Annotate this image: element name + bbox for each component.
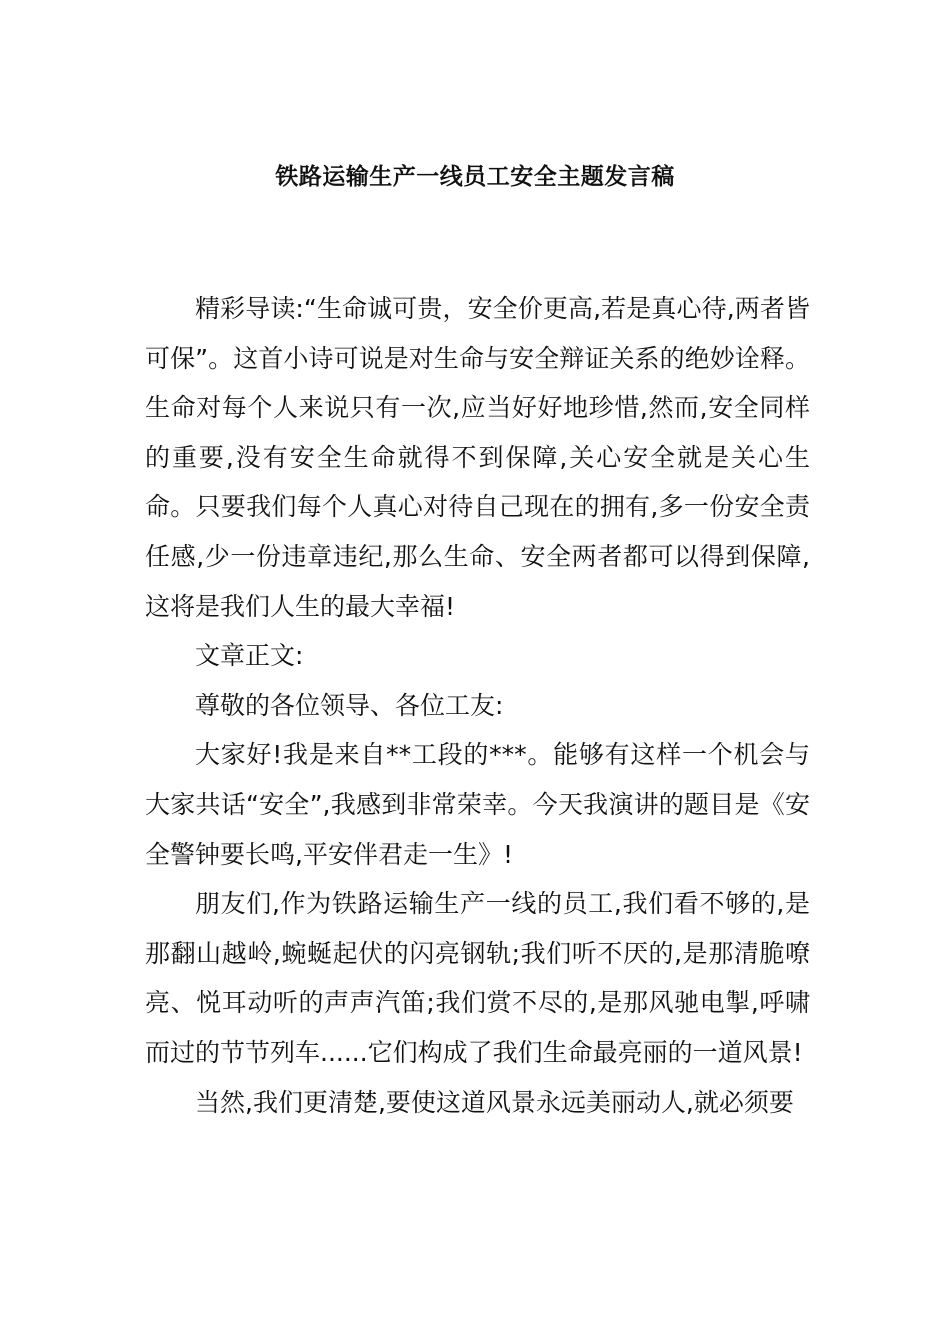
document-body <box>145 284 810 1127</box>
paragraph-intro: 精彩导读:“生命诚可贵，安全价更高,若是真心待,两者皆可保”。这首小诗可说是对生命与安全辩证关系的绝妙诠释。生命对每个人来说只有一次,应当好好地珍惜,然而,安全同样的重要,没有安全生命就得不到保障,关心安全就是关心生命。只要我们每个人真心对待自己现在的拥有,多一份安全责任感,少一份违章违纪,那么生命、安全两者都可以得到保障,这将是我们人生的最大幸福! <box>145 294 810 621</box>
paragraph-scenery: 朋友们,作为铁路运输生产一线的员工,我们看不够的,是那翻山越岭,蜿蜒起伏的闪亮钢轨;我们听不厌的,是那清脆嘹亮、悦耳动听的声声汽笛;我们赏不尽的,是那风驰电掣,呼啸而过的节节列车......它们构成了我们生命最亮丽的一道风景! <box>145 889 810 1067</box>
paragraph-section-label: 文章正文: <box>195 641 304 671</box>
paragraph-continuation: 当然,我们更清楚,要使这道风景永远美丽动人,就必须要 <box>195 1087 794 1117</box>
document-title: 铁路运输生产一线员工安全主题发言稿 <box>275 164 675 190</box>
paragraph-greeting: 大家好!我是来自**工段的***。能够有这样一个机会与大家共话“安全”,我感到非常荣幸。今天我演讲的题目是《安全警钟要长鸣,平安伴君走一生》! <box>145 740 810 869</box>
paragraph-salutation: 尊敬的各位领导、各位工友: <box>195 690 504 720</box>
